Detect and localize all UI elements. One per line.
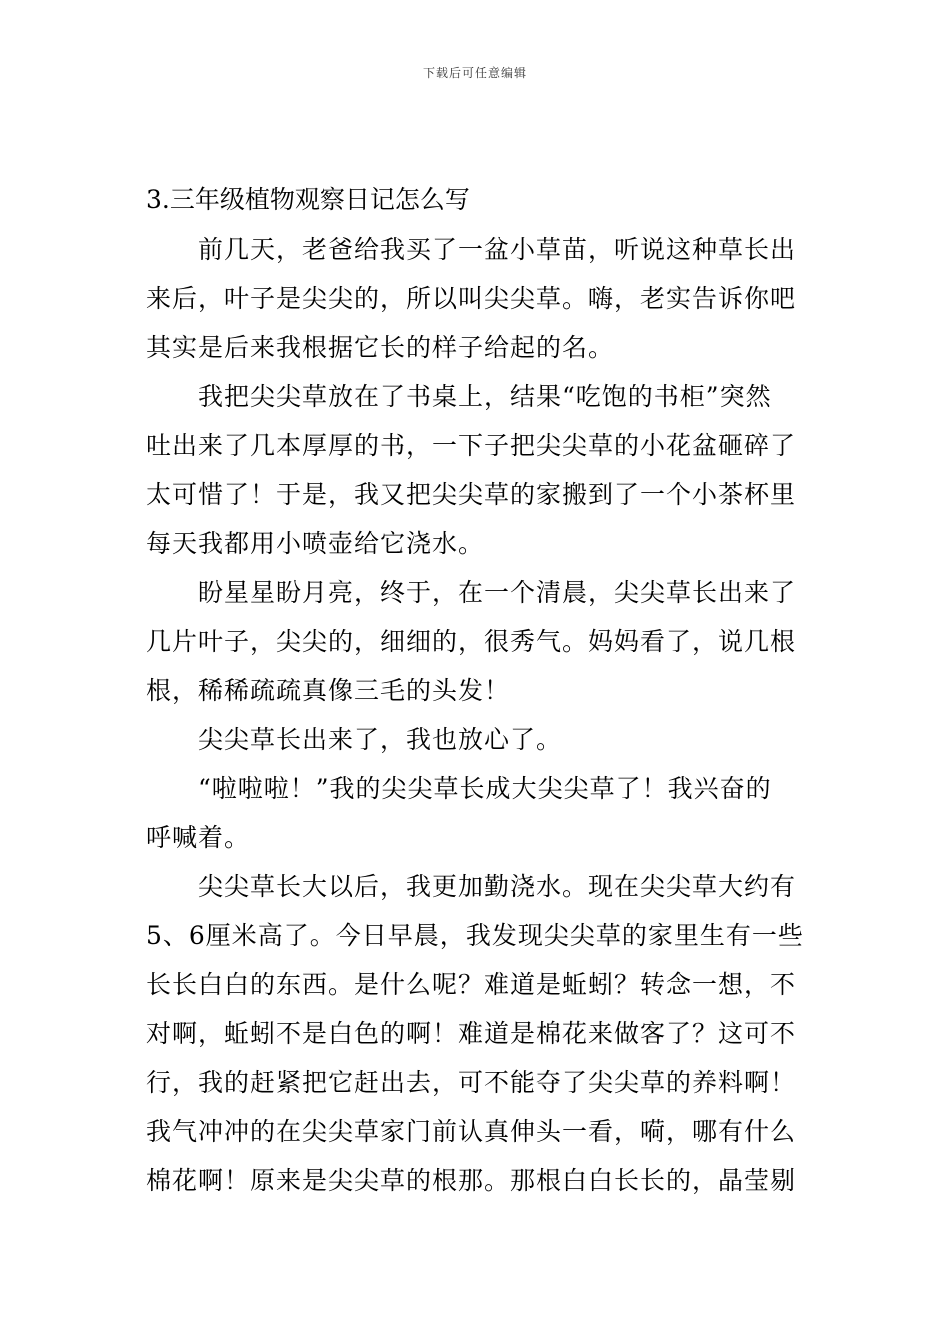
- text-line: 对啊，蚯蚓不是白色的啊！难道是棉花来做客了？这可不: [146, 1019, 797, 1048]
- text-line: 根，稀稀疏疏真像三毛的头发！: [146, 676, 511, 705]
- text-line: 前几天，老爸给我买了一盆小草苗，听说这种草长出: [198, 235, 797, 264]
- text-line: 长长白白的东西。是什么呢？难道是蚯蚓？转念一想，不: [146, 970, 797, 999]
- text-line: 尖尖草长出来了，我也放心了。: [198, 725, 563, 754]
- text-line: 呼喊着。: [146, 823, 251, 852]
- text-line: 吐出来了几本厚厚的书，一下子把尖尖草的小花盆砸碎了: [146, 431, 797, 460]
- paragraph-4: [146, 715, 810, 764]
- text-line: 来后，叶子是尖尖的，所以叫尖尖草。嗨，老实告诉你吧: [146, 284, 797, 313]
- paragraph-2: [146, 372, 810, 568]
- text-line: 每天我都用小喷壶给它浇水。: [146, 529, 485, 558]
- paragraph-1: [146, 225, 810, 372]
- text-line: 几片叶子，尖尖的，细细的，很秀气。妈妈看了，说几根: [146, 627, 797, 656]
- text-line: 我气冲冲的在尖尖草家门前认真伸头一看，嗬，哪有什么: [146, 1117, 797, 1146]
- text-line: 棉花啊！原来是尖尖草的根那。那根白白长长的，晶莹剔: [146, 1166, 797, 1195]
- text-line: 5、6厘米高了。今日早晨，我发现尖尖草的家里生有一些: [146, 921, 804, 950]
- text-line: 尖尖草长大以后，我更加勤浇水。现在尖尖草大约有: [198, 872, 797, 901]
- text-line: 太可惜了！于是，我又把尖尖草的家搬到了一个小茶杯里: [146, 480, 797, 509]
- paragraph-3: [146, 568, 810, 715]
- paragraph-5: [146, 764, 810, 862]
- text-line: “啦啦啦！”我的尖尖草长成大尖尖草了！我兴奋的: [198, 774, 772, 803]
- page-header: 下载后可任意编辑: [422, 66, 527, 80]
- document-title: 3.三年级植物观察日记怎么写: [146, 185, 470, 214]
- text-line: 我把尖尖草放在了书桌上，结果“吃饱的书柜”突然: [198, 382, 772, 411]
- document-body: [146, 175, 810, 1205]
- text-line: 行，我的赶紧把它赶出去，可不能夺了尖尖草的养料啊！: [146, 1068, 797, 1097]
- paragraph-6: [146, 862, 810, 1205]
- text-line: 其实是后来我根据它长的样子给起的名。: [146, 333, 615, 362]
- text-line: 盼星星盼月亮，终于，在一个清晨，尖尖草长出来了: [198, 578, 797, 607]
